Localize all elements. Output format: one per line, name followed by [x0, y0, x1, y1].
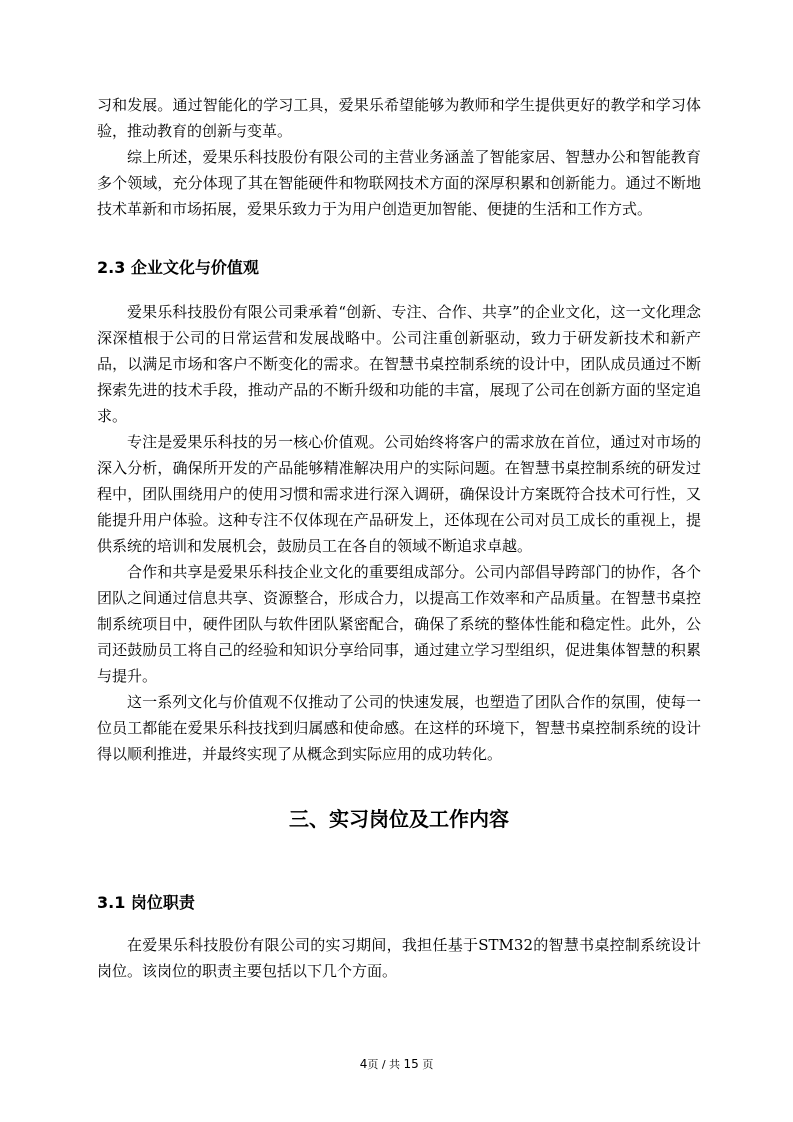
section-2-3-title: 2.3 企业文化与价值观 [97, 258, 259, 277]
page-total: 15 [403, 1057, 419, 1071]
paragraph-summary: 综上所述，爱果乐科技股份有限公司的主营业务涵盖了智能家居、智慧办公和智能教育多个领域，充分体现了其在智能硬件和物联网技术方面的深厚积累和创新能力。通过不断地技术革新和市场拓展，爱果乐致力于为用户创造更加智能、便捷的生活和工作方式。 [97, 148, 701, 218]
paragraph-culture-3: 合作和共享是爱果乐科技企业文化的重要组成部分。公司内部倡导跨部门的协作，各个团队之间通过信息共享、资源整合，形成合力，以提高工作效率和产品质量。在智慧书桌控制系统项目中，硬件团队与软件团队紧密配合，确保了系统的整体性能和稳定性。此外，公司还鼓励员工将自己的经验和知识分享给同事，通过建立学习型组织，促进集体智慧的积累与提升。 [97, 563, 701, 685]
page-suffix: 页 / 共 [367, 1058, 401, 1071]
page-footer [0, 1056, 793, 1072]
chapter-3-title: 三、实习岗位及工作内容 [289, 807, 509, 831]
paragraph-culture-4: 这一系列文化与价值观不仅推动了公司的快速发展，也塑造了团队合作的氛围，使每一位员工都能在爱果乐科技找到归属感和使命感。在这样的环境下，智慧书桌控制系统的设计得以顺利推进，并最终实现了从概念到实际应用的成功转化。 [97, 693, 701, 763]
paragraph-continued: 习和发展。通过智能化的学习工具，爱果乐希望能够为教师和学生提供更好的教学和学习体验，推动教育的创新与变革。 [97, 96, 701, 140]
paragraph-duties: 在爱果乐科技股份有限公司的实习期间，我担任基于STM32的智慧书桌控制系统设计岗位。该岗位的职责主要包括以下几个方面。 [97, 936, 701, 980]
page-number: 4 [359, 1057, 368, 1071]
section-3-1-title: 3.1 岗位职责 [97, 893, 195, 912]
paragraph-culture-2: 专注是爱果乐科技的另一核心价值观。公司始终将客户的需求放在首位，通过对市场的深入分析，确保所开发的产品能够精准解决用户的实际问题。在智慧书桌控制系统的研发过程中，团队围绕用户的使用习惯和需求进行深入调研，确保设计方案既符合技术可行性，又能提升用户体验。这种专注不仅体现在产品研发上，还体现在公司对员工成长的重视上，提供系统的培训和发展机会，鼓励员工在各自的领域不断追求卓越。 [97, 433, 701, 555]
paragraph-culture-1: 爱果乐科技股份有限公司秉承着“创新、专注、合作、共享”的企业文化，这一文化理念深深植根于公司的日常运营和发展战略中。公司注重创新驱动，致力于研发新技术和新产品，以满足市场和客户不断变化的需求。在智慧书桌控制系统的设计中，团队成员通过不断探索先进的技术手段，推动产品的不断升级和功能的丰富，展现了公司在创新方面的坚定追求。 [97, 303, 701, 425]
total-suffix: 页 [422, 1058, 434, 1071]
page-content [97, 92, 701, 984]
